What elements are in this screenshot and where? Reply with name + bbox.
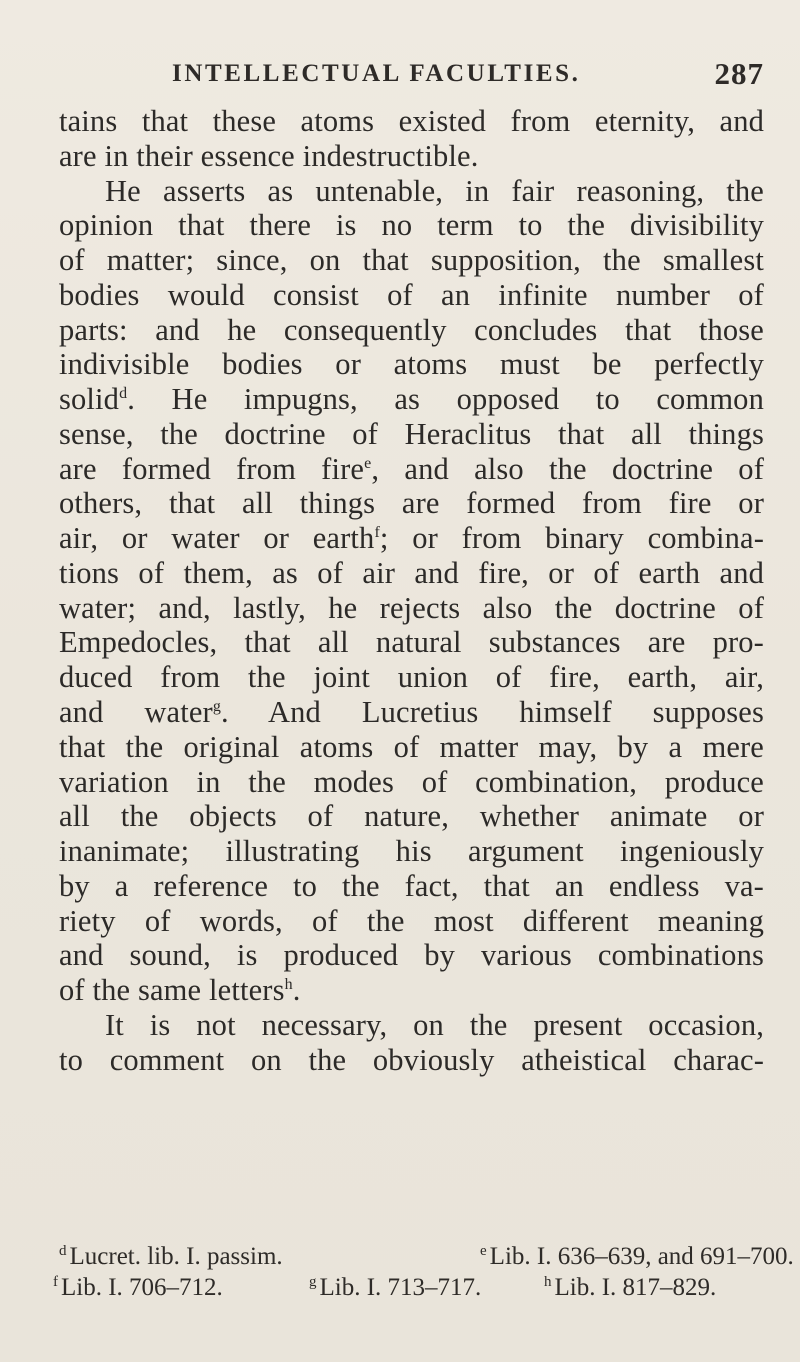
text-line: indivisible bodies or atoms must be perfectly	[59, 347, 764, 382]
text-line: and sound, is produced by various combinations	[59, 938, 764, 973]
footnotes	[53, 1243, 794, 1305]
text-line: of matter; since, on that supposition, the smallest	[59, 243, 764, 278]
text-line: inanimate; illustrating his argument ingeniously	[59, 834, 764, 869]
footnote-g: $^g$ Lib. I. 713–717.	[309, 1274, 482, 1301]
text-line: others, that all things are formed from fire or	[59, 486, 764, 521]
text-line: bodies would consist of an infinite number of	[59, 277, 764, 312]
text-line: and water$^g$. And Lucretius himself supposes	[59, 695, 765, 730]
text-line: are in their essence indestructible.	[59, 138, 479, 173]
text-line: to comment on the obviously atheistical charac-	[59, 1042, 764, 1077]
footnote-row	[59, 1243, 794, 1274]
text-line: that the original atoms of matter may, by a mere	[59, 729, 764, 764]
text-line: tains that these atoms existed from eternity, and	[59, 104, 764, 138]
text-line: opinion that there is no term to the divisibility	[59, 208, 764, 243]
footnote-row	[53, 1274, 764, 1305]
footnote-ref-h: h	[284, 976, 293, 994]
text-line: of the same letters$^h$.	[59, 973, 301, 1008]
text-line: duced from the joint union of fire, earth, air,	[59, 660, 764, 695]
footnote-ref-g: g	[212, 698, 222, 716]
text-line: parts: and he consequently concludes that those	[59, 312, 764, 347]
text-line: solid$^d$. He impugns, as opposed to common	[59, 382, 764, 417]
page-number: 287	[714, 56, 764, 91]
text-line: sense, the doctrine of Heraclitus that all things	[59, 416, 764, 451]
text-line: air, or water or earth$^f$; or from binary combina-	[59, 521, 764, 556]
footnote-ref-e: e	[364, 454, 372, 472]
body-text	[59, 104, 764, 1077]
text-line: He asserts as untenable, in fair reasoning, the	[105, 173, 764, 208]
footnote-ref-d: d	[119, 385, 128, 403]
footnote-ref-f: f	[374, 524, 380, 542]
text-line: It is not necessary, on the present occasion,	[105, 1007, 764, 1042]
running-title: INTELLECTUAL FACULTIES.	[172, 60, 581, 87]
text-line: tions of them, as of air and fire, or of earth and	[59, 555, 764, 590]
footnote-f: $^f$ Lib. I. 706–712.	[53, 1274, 223, 1301]
footnote-d: $^d$ Lucret. lib. I. passim.	[59, 1243, 283, 1270]
footnote-e: $^e$ Lib. I. 636–639, and 691–700.	[480, 1243, 794, 1270]
text-line: water; and, lastly, he rejects also the doctrine of	[59, 590, 764, 625]
text-line: variation in the modes of combination, produce	[59, 764, 764, 799]
text-line: riety of words, of the most different meaning	[59, 903, 764, 938]
text-line: are formed from fire$^e$, and also the doctrine of	[59, 451, 765, 486]
text-line: Empedocles, that all natural substances are pro-	[59, 625, 764, 660]
text-line: by a reference to the fact, that an endless va-	[59, 868, 764, 903]
text-line: all the objects of nature, whether animate or	[59, 799, 764, 834]
footnote-h: $^h$ Lib. I. 817–829.	[544, 1274, 717, 1301]
page-header	[0, 58, 800, 94]
